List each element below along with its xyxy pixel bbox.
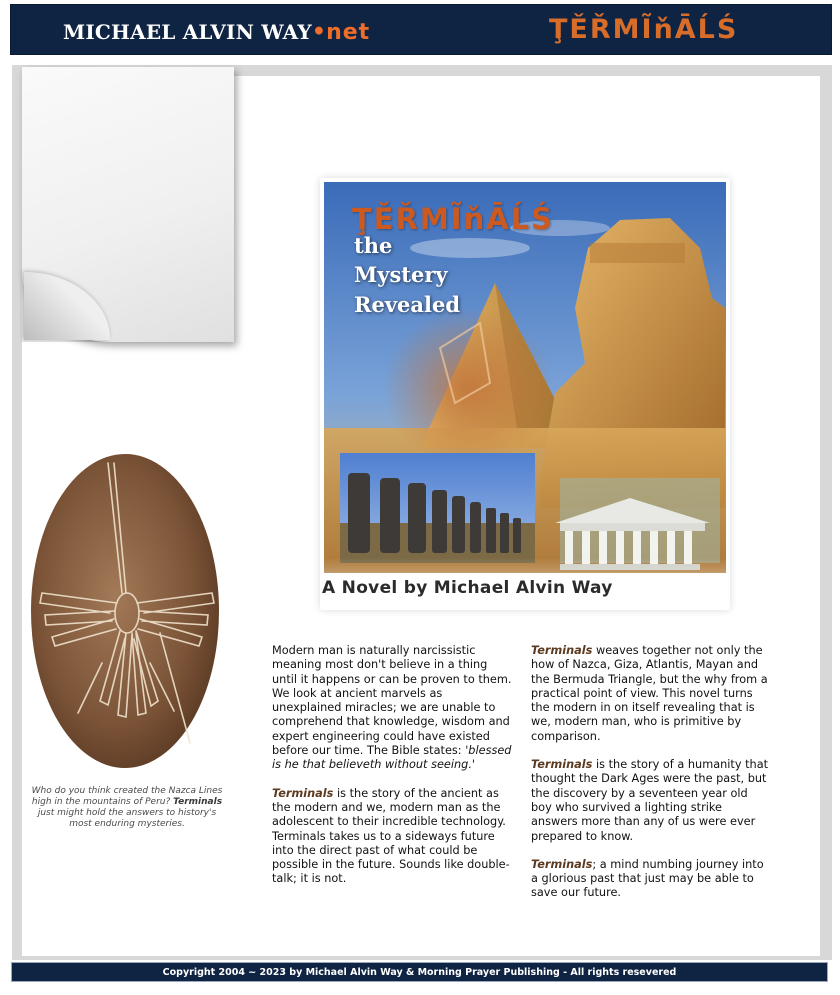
terminals-title: Terminals	[272, 786, 334, 800]
terminals-title: Terminals	[531, 758, 593, 772]
article-paragraph	[272, 787, 512, 887]
cover-byline: A Novel by Michael Alvin Way	[322, 578, 613, 598]
cover-subtitle-line2: Mystery	[354, 262, 448, 287]
caption-terminals: Terminals	[173, 797, 223, 807]
nazca-caption	[26, 786, 228, 830]
book-cover-image	[320, 178, 730, 610]
cover-subtitle-line3: Revealed	[354, 292, 461, 317]
article-paragraph	[531, 858, 771, 901]
site-header	[10, 4, 832, 55]
article-text: Modern man is naturally narcissistic meaning most don't believe in a thing until it happens or can be proven to them. We look at ancient marvels as unexplained miracles; we are unable to comprehend that knowledge, wisdom and expert engineering could have existed before our time. The Bible states:	[272, 644, 512, 758]
article-paragraph	[531, 758, 771, 844]
brand-name: MICHAEL ALVIN WAY	[63, 20, 312, 44]
site-brand-link[interactable]	[63, 19, 370, 45]
page-curl-decoration	[22, 67, 234, 342]
article-text: ; a mind numbing journey into a glorious past that just may be able to save our future.	[531, 857, 764, 900]
article-text: is the story of a humanity that thought the Dark Ages were the past, but the discovery by a seventeen year old boy who survived a lighting strike answers more than any of us were ever prepared to know.	[531, 758, 769, 843]
brand-dot: •	[311, 19, 327, 45]
article-text: is the story of the ancient as the modern and we, modern man as the adolescent to their incredible technology. Terminals takes us to a sideways future into the direct past of what could be possible in the future. Sounds like double-talk; it is not.	[272, 786, 510, 886]
terminals-title: Terminals	[531, 857, 593, 871]
terminals-logo: ŢĚŘMĨňĀĹŚ	[549, 14, 739, 45]
cover-subtitle-line1: the	[354, 233, 393, 258]
article-text: weaves together not only the how of Nazca, Giza, Atlantis, Mayan and the Bermuda Triangle, but the why from a practical point of view. This novel turns the modern in on itself revealing that is we, modern man, who is primitive by comparison.	[531, 644, 768, 743]
article-paragraph	[272, 644, 512, 773]
brand-tld: net	[326, 20, 371, 45]
caption-text-1: Who do you think created the Nazca Lines high in the mountains of Peru?	[31, 786, 223, 807]
copyright-text: Copyright 2004 ~ 2023 by Michael Alvin Way & Morning Prayer Publishing - All rights resevered	[162, 966, 677, 978]
article-column-right	[531, 644, 771, 915]
article-paragraph	[531, 644, 771, 744]
caption-text-2: just might hold the answers to history's most enduring mysteries.	[37, 808, 217, 829]
nazca-hummingbird-art	[30, 453, 220, 769]
nazca-lines-image	[30, 453, 220, 769]
cover-logo: ŢĚŘMĨňĀĹŚ	[352, 202, 555, 236]
article-column-left	[272, 644, 512, 901]
bible-quote: 'blessed is he that believeth without seeing.'	[272, 744, 512, 772]
site-footer	[11, 962, 828, 982]
terminals-title: Terminals	[531, 644, 593, 657]
